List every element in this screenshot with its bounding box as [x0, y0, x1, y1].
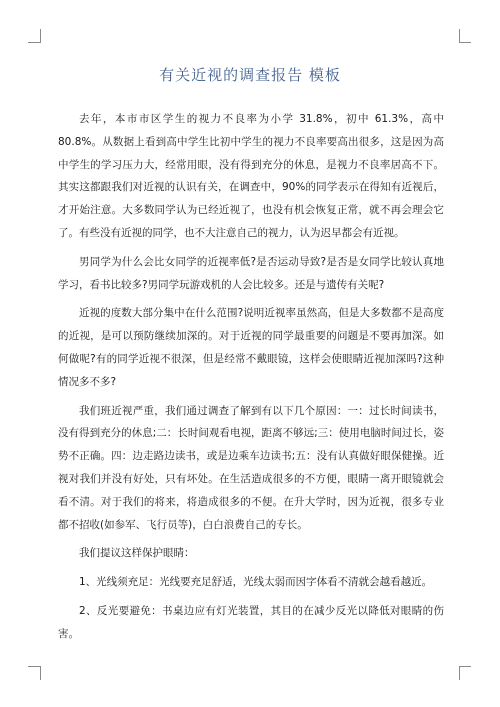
crop-mark-top-left-h [28, 42, 40, 43]
paragraph-vision-statistics: 去年，本市市区学生的视力不良率为小学 31.8%，初中 61.3%，高中 80.8%。从数据上看到高中学生比初中学生的视力不良率要高出很多，这是因为高中学生的学习压力大，经常用眼，没有得到充分的休息，是视力不良率居高不下。其实这都跟我们对近视的认识有关，在调查中，90%的同学表示在得知有近视后，才开始注意。大多数同学认为已经近视了，也没有机会恢复正常，就不再会理会它了。有些没有近视的同学，也不大注意自己的视力，认为迟早都会有近视。 [58, 113, 444, 239]
paragraph-class-causes: 我们班近视严重，我们通过调查了解到有以下几个原因：一：过长时间读书，没有得到充分的休息;二：长时间观看电视，距离不够远;三：使用电脑时间过长，姿势不正确。四：边走路边读书，或是边乘车边读书;五：没有认真做好眼保健操。近视对我们并没有好处，只有坏处。在生活造成很多的不方便，眼睛一离开眼镜就会看不清。对于我们的将来，将造成很多的不便。在升大学时，因为近视，很多专业都不招收(如参军、飞行员等)，白白浪费自己的专长。 [58, 404, 444, 531]
crop-mark-top-right-v [459, 29, 460, 43]
document-title: 有关近视的调查报告 模板 [159, 66, 341, 84]
crop-mark-top-left-v [40, 29, 41, 43]
paragraph-suggestion-2: 2、反光要避免：书桌边应有灯光装置，其目的在减少反光以降低对眼睛的伤害。 [58, 604, 444, 640]
crop-mark-bottom-left-v [40, 666, 41, 680]
crop-mark-top-right-h [459, 42, 471, 43]
paragraph-suggestion-intro: 我们提议这样保护眼睛： [79, 547, 195, 560]
document-body [58, 108, 444, 652]
crop-mark-bottom-left-h [28, 666, 40, 667]
paragraph-gender-question: 男同学为什么会比女同学的近视率低?是否运动导致?是否是女同学比较认真地学习，看书比较多?男同学玩游戏机的人会比较多。还是与遗传有关呢? [58, 255, 444, 291]
paragraph-suggestion-1: 1、光线须充足：光线要充足舒适，光线太弱而因字体看不清就会越看越近。 [79, 576, 433, 589]
crop-mark-bottom-right-h [459, 666, 471, 667]
crop-mark-bottom-right-v [459, 666, 460, 680]
paragraph-degree-question: 近视的度数大部分集中在什么范围?说明近视率虽然高，但是大多数都不是高度的近视，是可以预防继续加深的。对于近视的同学最重要的问题是不要再加深。如何做呢?有的同学近视不很深，但是经常不戴眼镜，这样会使眼睛近视加深吗?这种情况多不多? [58, 307, 444, 388]
